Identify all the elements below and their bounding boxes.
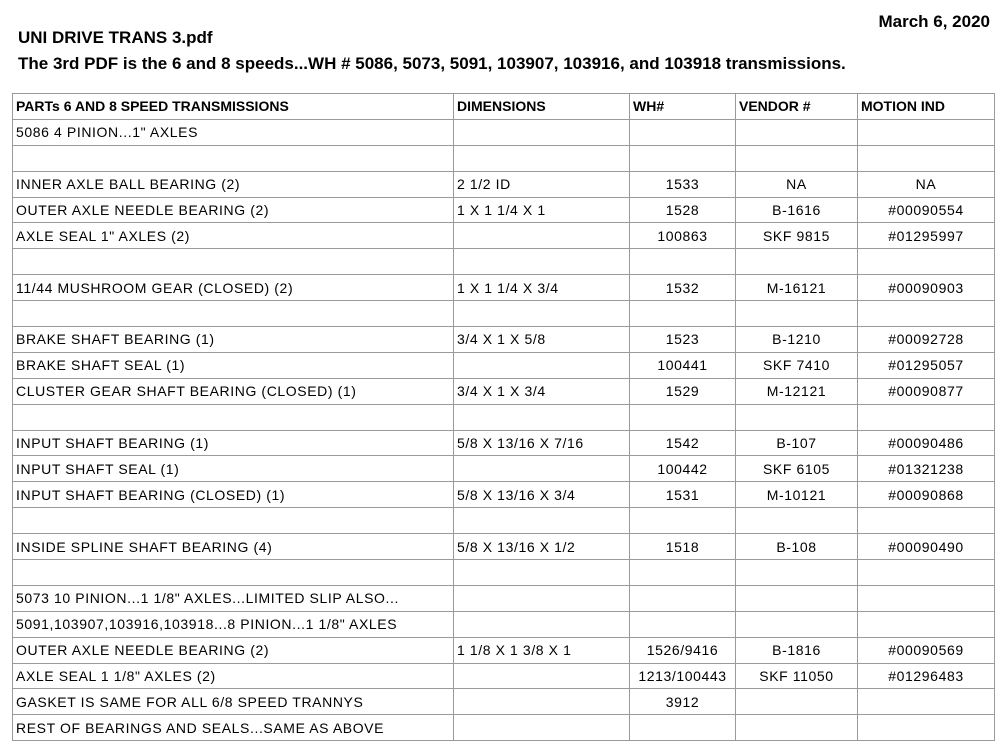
- table-row: [13, 378, 995, 404]
- part-cell: 11/44 MUSHROOM GEAR (CLOSED) (2): [13, 275, 454, 301]
- motion-cell: [858, 301, 995, 327]
- wh-cell: [630, 508, 736, 534]
- table-row: [13, 430, 995, 456]
- dimensions-cell: [454, 301, 630, 327]
- dimensions-cell: [454, 585, 630, 611]
- vendor-cell: [736, 689, 858, 715]
- wh-cell: [630, 611, 736, 637]
- part-cell: [13, 301, 454, 327]
- dimensions-cell: 1 1/8 X 1 3/8 X 1: [454, 637, 630, 663]
- table-row: [13, 689, 995, 715]
- dimensions-cell: [454, 119, 630, 145]
- part-cell: BRAKE SHAFT BEARING (1): [13, 327, 454, 353]
- vendor-cell: [736, 145, 858, 171]
- wh-cell: 1528: [630, 197, 736, 223]
- table-row: [13, 171, 995, 197]
- dimensions-cell: [454, 223, 630, 249]
- table-row: [13, 327, 995, 353]
- part-cell: 5073 10 PINION...1 1/8" AXLES...LIMITED SLIP ALSO...: [13, 585, 454, 611]
- parts-table: [12, 93, 995, 741]
- motion-cell: #01295057: [858, 352, 995, 378]
- vendor-cell: [736, 301, 858, 327]
- motion-cell: [858, 715, 995, 741]
- dimensions-cell: [454, 145, 630, 171]
- dimensions-cell: 5/8 X 13/16 X 1/2: [454, 534, 630, 560]
- vendor-cell: SKF 9815: [736, 223, 858, 249]
- motion-cell: #00090569: [858, 637, 995, 663]
- table-row: [13, 275, 995, 301]
- part-cell: INPUT SHAFT BEARING (CLOSED) (1): [13, 482, 454, 508]
- document-subtitle: The 3rd PDF is the 6 and 8 speeds...WH # 5086, 5073, 5091, 103907, 103916, and 103918 transmissions.: [18, 54, 846, 73]
- table-row: [13, 560, 995, 586]
- wh-cell: 1542: [630, 430, 736, 456]
- table-row: [13, 482, 995, 508]
- dimensions-cell: [454, 715, 630, 741]
- wh-cell: [630, 145, 736, 171]
- part-cell: [13, 404, 454, 430]
- dimensions-cell: 3/4 X 1 X 3/4: [454, 378, 630, 404]
- motion-cell: #00090877: [858, 378, 995, 404]
- part-cell: INPUT SHAFT BEARING (1): [13, 430, 454, 456]
- table-row: [13, 456, 995, 482]
- dimensions-cell: 1 X 1 1/4 X 3/4: [454, 275, 630, 301]
- part-cell: 5086 4 PINION...1" AXLES: [13, 119, 454, 145]
- vendor-header: VENDOR #: [736, 94, 858, 120]
- table-row: [13, 145, 995, 171]
- parts-header: PARTs 6 AND 8 SPEED TRANSMISSIONS: [13, 94, 454, 120]
- part-cell: [13, 145, 454, 171]
- table-row: [13, 637, 995, 663]
- motion-cell: [858, 560, 995, 586]
- table-row: [13, 249, 995, 275]
- part-cell: [13, 560, 454, 586]
- part-cell: INPUT SHAFT SEAL (1): [13, 456, 454, 482]
- part-cell: AXLE SEAL 1 1/8" AXLES (2): [13, 663, 454, 689]
- wh-cell: 1213/100443: [630, 663, 736, 689]
- table-row: [13, 301, 995, 327]
- wh-cell: 100863: [630, 223, 736, 249]
- dimensions-cell: [454, 611, 630, 637]
- motion-cell: NA: [858, 171, 995, 197]
- table-row: [13, 197, 995, 223]
- vendor-cell: NA: [736, 171, 858, 197]
- part-cell: INNER AXLE BALL BEARING (2): [13, 171, 454, 197]
- wh-cell: 1518: [630, 534, 736, 560]
- part-cell: AXLE SEAL 1" AXLES (2): [13, 223, 454, 249]
- vendor-cell: B-107: [736, 430, 858, 456]
- motion-cell: [858, 145, 995, 171]
- part-cell: GASKET IS SAME FOR ALL 6/8 SPEED TRANNYS: [13, 689, 454, 715]
- motion-cell: [858, 249, 995, 275]
- dimensions-cell: [454, 404, 630, 430]
- vendor-cell: [736, 585, 858, 611]
- motion-cell: [858, 611, 995, 637]
- table-row: [13, 611, 995, 637]
- wh-cell: [630, 119, 736, 145]
- vendor-cell: [736, 508, 858, 534]
- motion-cell: [858, 119, 995, 145]
- motion-header: MOTION IND: [858, 94, 995, 120]
- motion-cell: #00090903: [858, 275, 995, 301]
- table-row: [13, 663, 995, 689]
- wh-cell: 1532: [630, 275, 736, 301]
- vendor-cell: [736, 404, 858, 430]
- dimensions-header: DIMENSIONS: [454, 94, 630, 120]
- vendor-cell: B-1616: [736, 197, 858, 223]
- wh-cell: [630, 715, 736, 741]
- table-row: [13, 119, 995, 145]
- vendor-cell: SKF 6105: [736, 456, 858, 482]
- part-cell: OUTER AXLE NEEDLE BEARING (2): [13, 637, 454, 663]
- table-row: [13, 715, 995, 741]
- dimensions-cell: 5/8 X 13/16 X 3/4: [454, 482, 630, 508]
- motion-cell: #00092728: [858, 327, 995, 353]
- motion-cell: #00090490: [858, 534, 995, 560]
- vendor-cell: B-108: [736, 534, 858, 560]
- table-row: [13, 352, 995, 378]
- dimensions-cell: [454, 352, 630, 378]
- dimensions-cell: [454, 456, 630, 482]
- wh-cell: 1529: [630, 378, 736, 404]
- wh-cell: [630, 249, 736, 275]
- table-row: [13, 508, 995, 534]
- vendor-cell: [736, 249, 858, 275]
- wh-cell: 1533: [630, 171, 736, 197]
- wh-cell: [630, 301, 736, 327]
- vendor-cell: M-12121: [736, 378, 858, 404]
- dimensions-cell: [454, 689, 630, 715]
- motion-cell: #01295997: [858, 223, 995, 249]
- vendor-cell: B-1816: [736, 637, 858, 663]
- dimensions-cell: [454, 249, 630, 275]
- wh-cell: 1523: [630, 327, 736, 353]
- vendor-cell: [736, 715, 858, 741]
- dimensions-cell: 5/8 X 13/16 X 7/16: [454, 430, 630, 456]
- part-cell: REST OF BEARINGS AND SEALS...SAME AS ABOVE: [13, 715, 454, 741]
- wh-header: WH#: [630, 94, 736, 120]
- vendor-cell: B-1210: [736, 327, 858, 353]
- wh-cell: 1531: [630, 482, 736, 508]
- part-cell: [13, 249, 454, 275]
- motion-cell: [858, 508, 995, 534]
- motion-cell: #01296483: [858, 663, 995, 689]
- motion-cell: #00090554: [858, 197, 995, 223]
- part-cell: CLUSTER GEAR SHAFT BEARING (CLOSED) (1): [13, 378, 454, 404]
- table-row: [13, 404, 995, 430]
- vendor-cell: [736, 611, 858, 637]
- dimensions-cell: [454, 663, 630, 689]
- part-cell: [13, 508, 454, 534]
- vendor-cell: [736, 560, 858, 586]
- motion-cell: [858, 585, 995, 611]
- wh-cell: [630, 560, 736, 586]
- part-cell: BRAKE SHAFT SEAL (1): [13, 352, 454, 378]
- vendor-cell: SKF 7410: [736, 352, 858, 378]
- part-cell: OUTER AXLE NEEDLE BEARING (2): [13, 197, 454, 223]
- table-body: [13, 119, 995, 740]
- motion-cell: [858, 689, 995, 715]
- wh-cell: 100441: [630, 352, 736, 378]
- motion-cell: #00090486: [858, 430, 995, 456]
- vendor-cell: SKF 11050: [736, 663, 858, 689]
- dimensions-cell: [454, 508, 630, 534]
- table-row: [13, 534, 995, 560]
- vendor-cell: M-10121: [736, 482, 858, 508]
- wh-cell: 100442: [630, 456, 736, 482]
- wh-cell: [630, 404, 736, 430]
- vendor-cell: M-16121: [736, 275, 858, 301]
- dimensions-cell: 3/4 X 1 X 5/8: [454, 327, 630, 353]
- motion-cell: #00090868: [858, 482, 995, 508]
- date: March 6, 2020: [878, 12, 990, 31]
- dimensions-cell: [454, 560, 630, 586]
- table-header-row: [13, 94, 995, 120]
- part-cell: 5091,103907,103916,103918...8 PINION...1 1/8" AXLES: [13, 611, 454, 637]
- wh-cell: 3912: [630, 689, 736, 715]
- wh-cell: 1526/9416: [630, 637, 736, 663]
- dimensions-cell: 2 1/2 ID: [454, 171, 630, 197]
- wh-cell: [630, 585, 736, 611]
- document-title: UNI DRIVE TRANS 3.pdf: [18, 28, 213, 47]
- vendor-cell: [736, 119, 858, 145]
- table-row: [13, 585, 995, 611]
- motion-cell: #01321238: [858, 456, 995, 482]
- part-cell: INSIDE SPLINE SHAFT BEARING (4): [13, 534, 454, 560]
- motion-cell: [858, 404, 995, 430]
- table-row: [13, 223, 995, 249]
- dimensions-cell: 1 X 1 1/4 X 1: [454, 197, 630, 223]
